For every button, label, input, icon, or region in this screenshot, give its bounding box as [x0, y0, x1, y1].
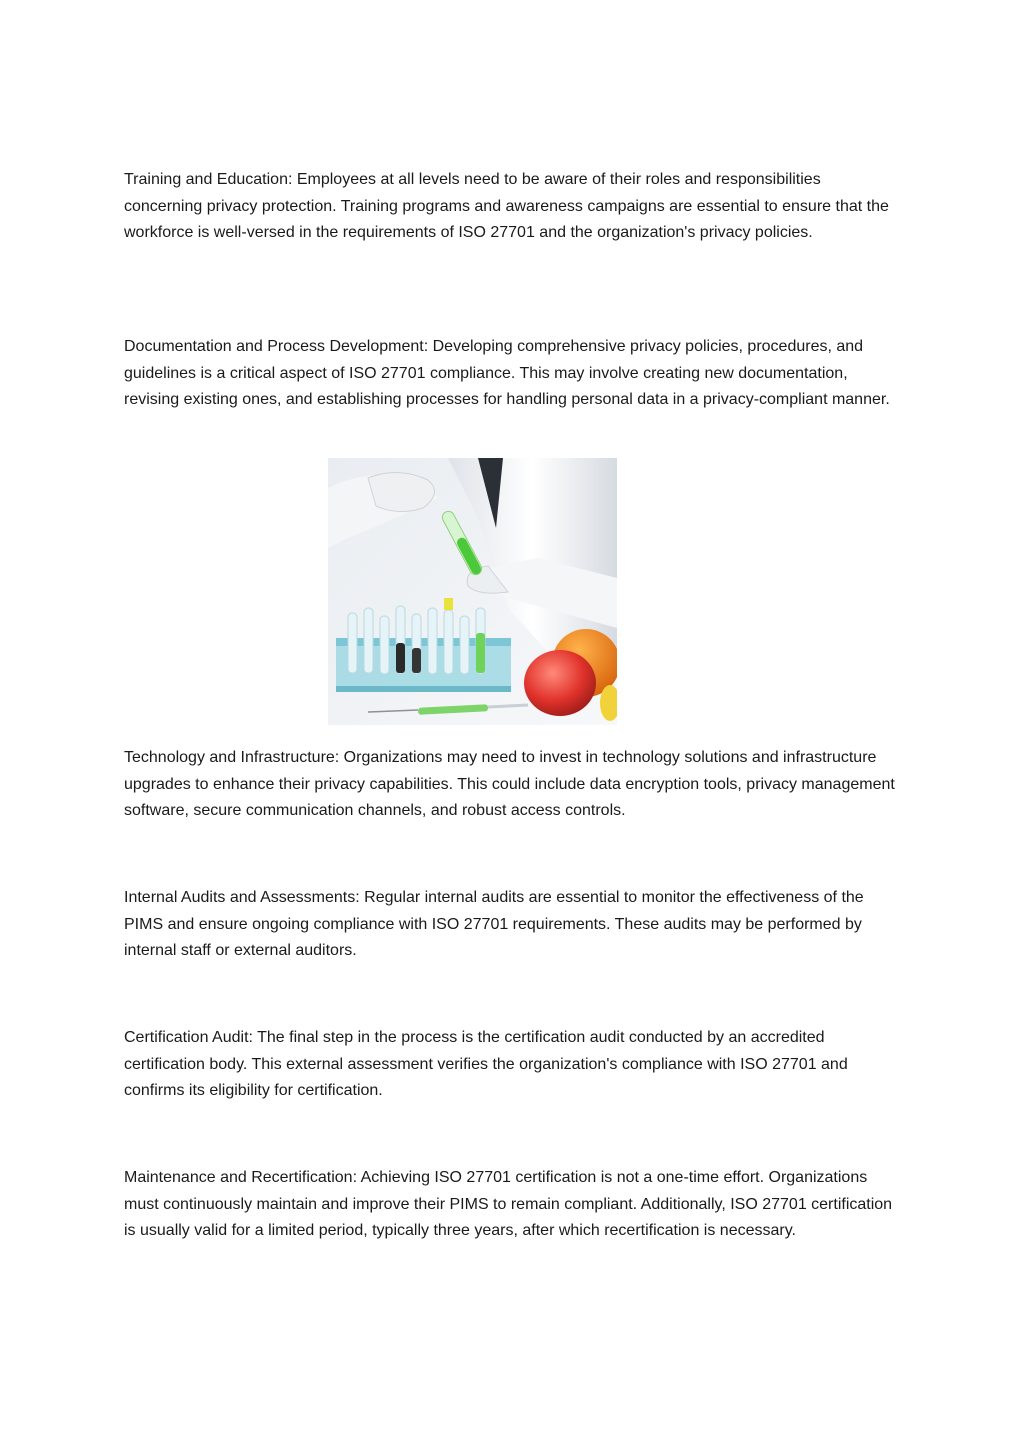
lab-scientist-photo [328, 458, 617, 725]
paragraph-internal-audits: Internal Audits and Assessments: Regular internal audits are essential to monitor the effectiveness of the PIMS and ensure ongoing compliance with ISO 27701 requirements. These audits may be performed by internal staff or external auditors. [124, 889, 864, 959]
paragraph-training-education: Training and Education: Employees at all levels need to be aware of their roles and responsibilities concerning privacy protection. Training programs and awareness campaigns are essential to ensure that the workforce is well-versed in the requirements of ISO 27701 and the organization's privacy policies. [124, 171, 889, 241]
paragraph-documentation-process: Documentation and Process Development: Developing comprehensive privacy policies, procedures, and guidelines is a critical aspect of ISO 27701 compliance. This may involve creating new documentation, revising existing ones, and establishing processes for handling personal data in a privacy-compliant manner. [124, 338, 890, 408]
paragraph-certification-audit: Certification Audit: The final step in the process is the certification audit conducted by an accredited certification body. This external assessment verifies the organization's compliance with ISO 27701 and confirms its eligibility for certification. [124, 1029, 848, 1099]
paragraph-technology-infrastructure: Technology and Infrastructure: Organizations may need to invest in technology solutions and infrastructure upgrades to enhance their privacy capabilities. This could include data encryption tools, privacy management software, secure communication channels, and robust access controls. [124, 749, 895, 819]
paragraph-maintenance-recertification: Maintenance and Recertification: Achieving ISO 27701 certification is not a one-time effort. Organizations must continuously maintain and improve their PIMS to remain compliant. Additionally, ISO 27701 certification is usually valid for a limited period, typically three years, after which recertification is necessary. [124, 1169, 893, 1239]
